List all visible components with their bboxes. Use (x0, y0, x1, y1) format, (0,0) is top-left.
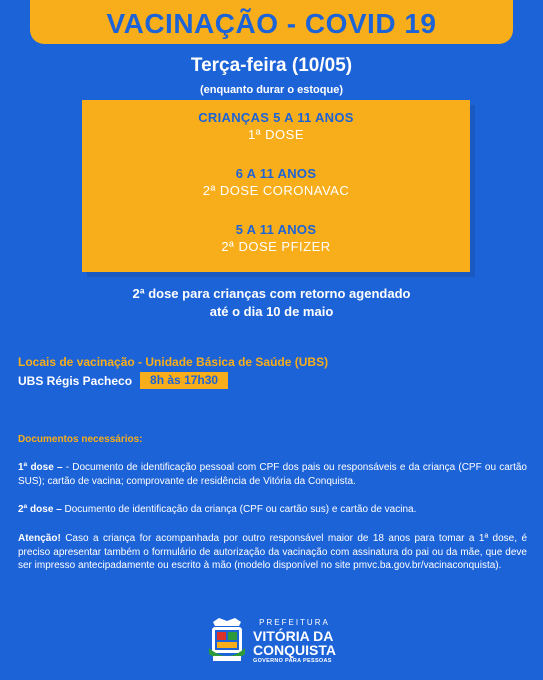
ubs-hours-badge: 8h às 17h30 (140, 372, 228, 389)
ubs-name: UBS Régis Pacheco (18, 373, 133, 388)
retorno-line-2: até o dia 10 de maio (209, 304, 334, 319)
group-2 (82, 166, 470, 198)
group-1 (82, 110, 470, 142)
attention-label: Atenção! (18, 533, 61, 544)
first-dose-label: 1ª dose – (18, 462, 63, 473)
groups-box (82, 100, 470, 272)
title-banner (30, 0, 513, 44)
group-dose: 2ª DOSE PFIZER (221, 239, 331, 254)
group-dose: 1ª DOSE (248, 127, 304, 142)
logo-city-line-1: VITÓRIA DA (253, 628, 334, 645)
group-title: CRIANÇAS 5 A 11 ANOS (198, 110, 354, 125)
page-title: VACINAÇÃO - COVID 19 (106, 8, 437, 39)
docs-title: Documentos necessários: (18, 434, 143, 445)
logo-city-line-2: CONQUISTA (253, 642, 336, 659)
second-dose-paragraph (18, 503, 527, 517)
logo-text (253, 619, 336, 665)
first-dose-text: - Documento de identificação pessoal com CPF dos pais ou responsáveis e da criança (CPF ou cartão SUS); cartão de vacina; comprovante de residência de Vitória da Conquista. (18, 462, 527, 487)
retorno-notice (0, 285, 543, 321)
group-3 (82, 222, 470, 254)
group-title: 5 A 11 ANOS (235, 222, 317, 237)
retorno-line-1: 2ª dose para crianças com retorno agendado (132, 286, 411, 301)
attention-paragraph (18, 532, 527, 573)
locais-title: Locais de vacinação - Unidade Básica de Saúde (UBS) (18, 355, 329, 369)
attention-text: Caso a criança for acompanhada por outro responsável maior de 18 anos para tomar a 1ª dose, é preciso apresentar também o formulário de autorização da vacinação com assinatura do pai ou da mãe, que deve ser impresso antecipadamente ou escrito à mão (modelo disponível no site pmvc.ba.gov.br/vacinaconquista). (18, 533, 527, 571)
schedule-day: Terça-feira (10/05) (190, 55, 353, 76)
first-dose-paragraph (18, 461, 527, 488)
coat-of-arms-icon (207, 616, 247, 668)
logo-slogan: GOVERNO PARA PESSOAS (253, 658, 332, 665)
group-title: 6 A 11 ANOS (235, 166, 317, 181)
schedule-note: (enquanto durar o estoque) (200, 84, 343, 96)
group-dose: 2ª DOSE CORONAVAC (202, 183, 350, 198)
second-dose-label: 2ª dose – (18, 504, 62, 515)
prefeitura-logo (207, 614, 337, 670)
logo-prefeitura: PREFEITURA (259, 618, 330, 628)
ubs-row (18, 372, 228, 389)
second-dose-text: Documento de identificação da criança (CPF ou cartão sus) e cartão de vacina. (61, 504, 417, 515)
